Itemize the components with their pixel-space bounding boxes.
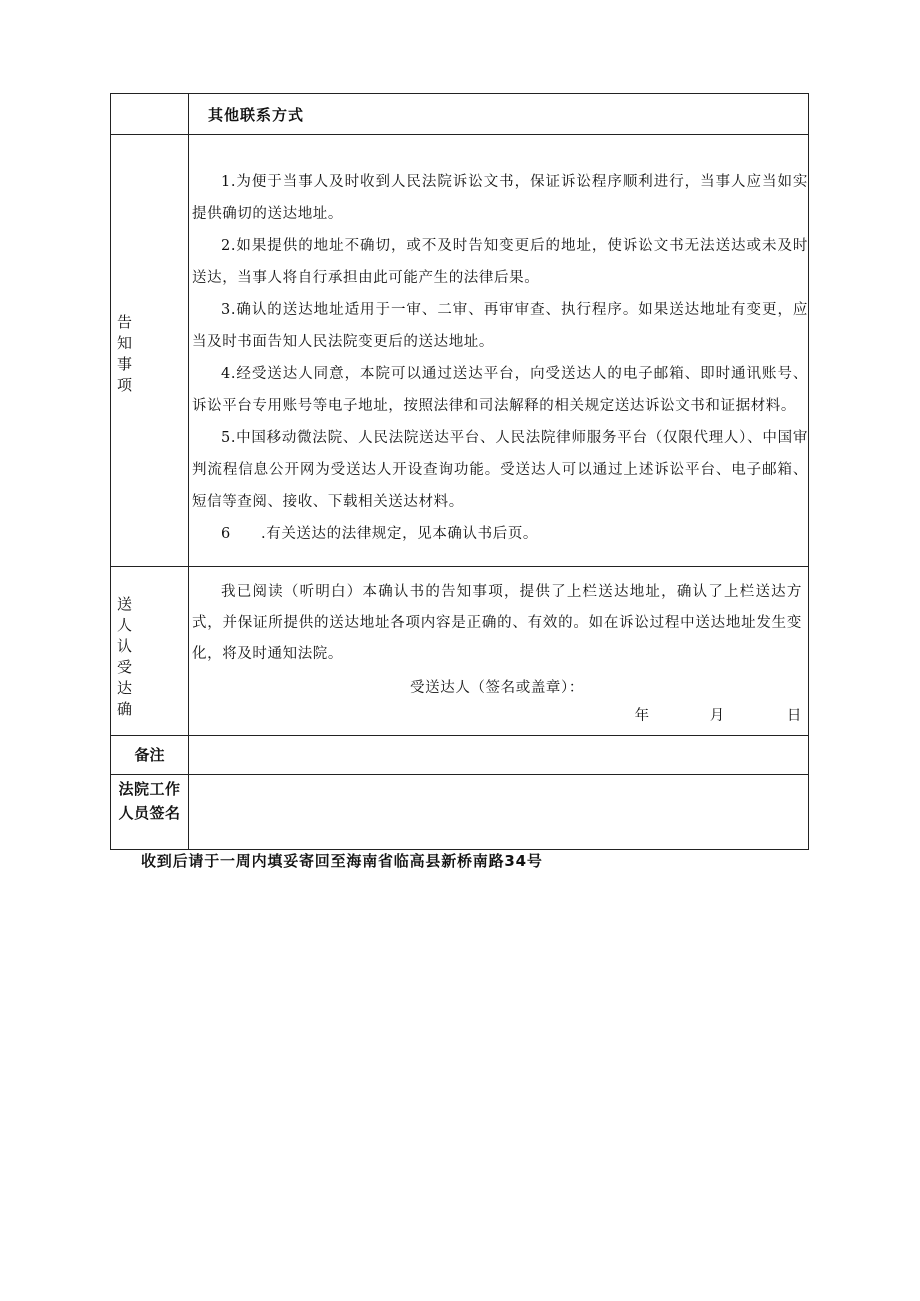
- notice-label-char: 告: [117, 313, 133, 331]
- date-month-label: 月: [709, 708, 725, 724]
- notice-item-3: 3.确认的送达地址适用于一审、二审、再审审查、执行程序。如果送达地址有变更，应当及时书面告知人民法院变更后的送达地址。: [192, 302, 808, 350]
- confirm-statement: 我已阅读（听明白）本确认书的告知事项，提供了上栏送达地址，确认了上栏送达方式，并保证所提供的送达地址各项内容是正确的、有效的。如在诉讼过程中送达地址发生变化，将及时通知法院。: [192, 584, 802, 662]
- contact-row: [111, 94, 809, 135]
- confirm-content-cell: [189, 567, 809, 736]
- contact-label: 其他联系方式: [208, 106, 305, 124]
- confirm-label-char: 认: [117, 637, 133, 655]
- confirm-label-char: 送: [117, 595, 133, 613]
- notice-body: [189, 135, 808, 550]
- address-confirmation-table: [110, 93, 809, 850]
- notice-row: [111, 135, 809, 567]
- confirm-label-char: 受: [117, 658, 133, 676]
- notice-label: [111, 135, 135, 396]
- confirm-label-char: 确: [117, 700, 133, 718]
- notice-item-4: 4.经受送达人同意，本院可以通过送达平台，向受送达人的电子邮箱、即时通讯账号、诉讼平台专用账号等电子地址，按照法律和司法解释的相关规定送达诉讼文书和证据材料。: [192, 366, 808, 414]
- signature-line[interactable]: [192, 674, 802, 702]
- notice-label-cell: [111, 135, 189, 567]
- remarks-label: 备注: [134, 746, 165, 764]
- staff-label-line: 人员签名: [118, 804, 181, 822]
- notice-item-6: 6 .有关送达的法律规定，见本确认书后页。: [221, 526, 539, 542]
- notice-item-5: 5.中国移动微法院、人民法院送达平台、人民法院律师服务平台（仅限代理人）、中国审判流程信息公开网为受送达人开设查询功能。受送达人可以通过上述诉讼平台、电子邮箱、短信等查阅、接收、下载相关送达材料。: [192, 430, 808, 510]
- return-address-note: 收到后请于一周内填妥寄回至海南省临高县新桥南路34号: [141, 852, 543, 870]
- staff-label: [111, 775, 188, 825]
- signature-label: 受送达人（签名或盖章）：: [410, 680, 584, 696]
- staff-signature-row: [111, 775, 809, 850]
- date-year-label: 年: [634, 708, 650, 724]
- contact-label-empty-cell: [111, 94, 189, 135]
- notice-item-2: 2.如果提供的地址不确切，或不及时告知变更后的地址，使诉讼文书无法送达或未及时送达，当事人将自行承担由此可能产生的法律后果。: [192, 238, 808, 286]
- confirm-label: [111, 567, 135, 720]
- contact-cell[interactable]: [189, 94, 809, 135]
- confirm-label-char: 人: [117, 616, 133, 634]
- notice-label-char: 知: [117, 334, 133, 352]
- notice-label-char: 项: [117, 376, 133, 394]
- confirm-body: [189, 567, 808, 730]
- notice-content-cell: [189, 135, 809, 567]
- staff-label-cell: [111, 775, 189, 850]
- confirm-label-char: 达: [117, 679, 133, 697]
- date-line[interactable]: [192, 702, 802, 730]
- remarks-label-cell: [111, 736, 189, 775]
- confirm-row: [111, 567, 809, 736]
- date-day-label: 日: [786, 708, 802, 724]
- staff-label-line: 法院工作: [118, 780, 181, 798]
- remarks-row: [111, 736, 809, 775]
- staff-signature-field[interactable]: [189, 775, 809, 850]
- confirm-label-cell: [111, 567, 189, 736]
- notice-item-1: 1.为便于当事人及时收到人民法院诉讼文书，保证诉讼程序顺利进行，当事人应当如实提供确切的送达地址。: [192, 174, 808, 222]
- remarks-field[interactable]: [189, 736, 809, 775]
- notice-label-char: 事: [117, 355, 133, 373]
